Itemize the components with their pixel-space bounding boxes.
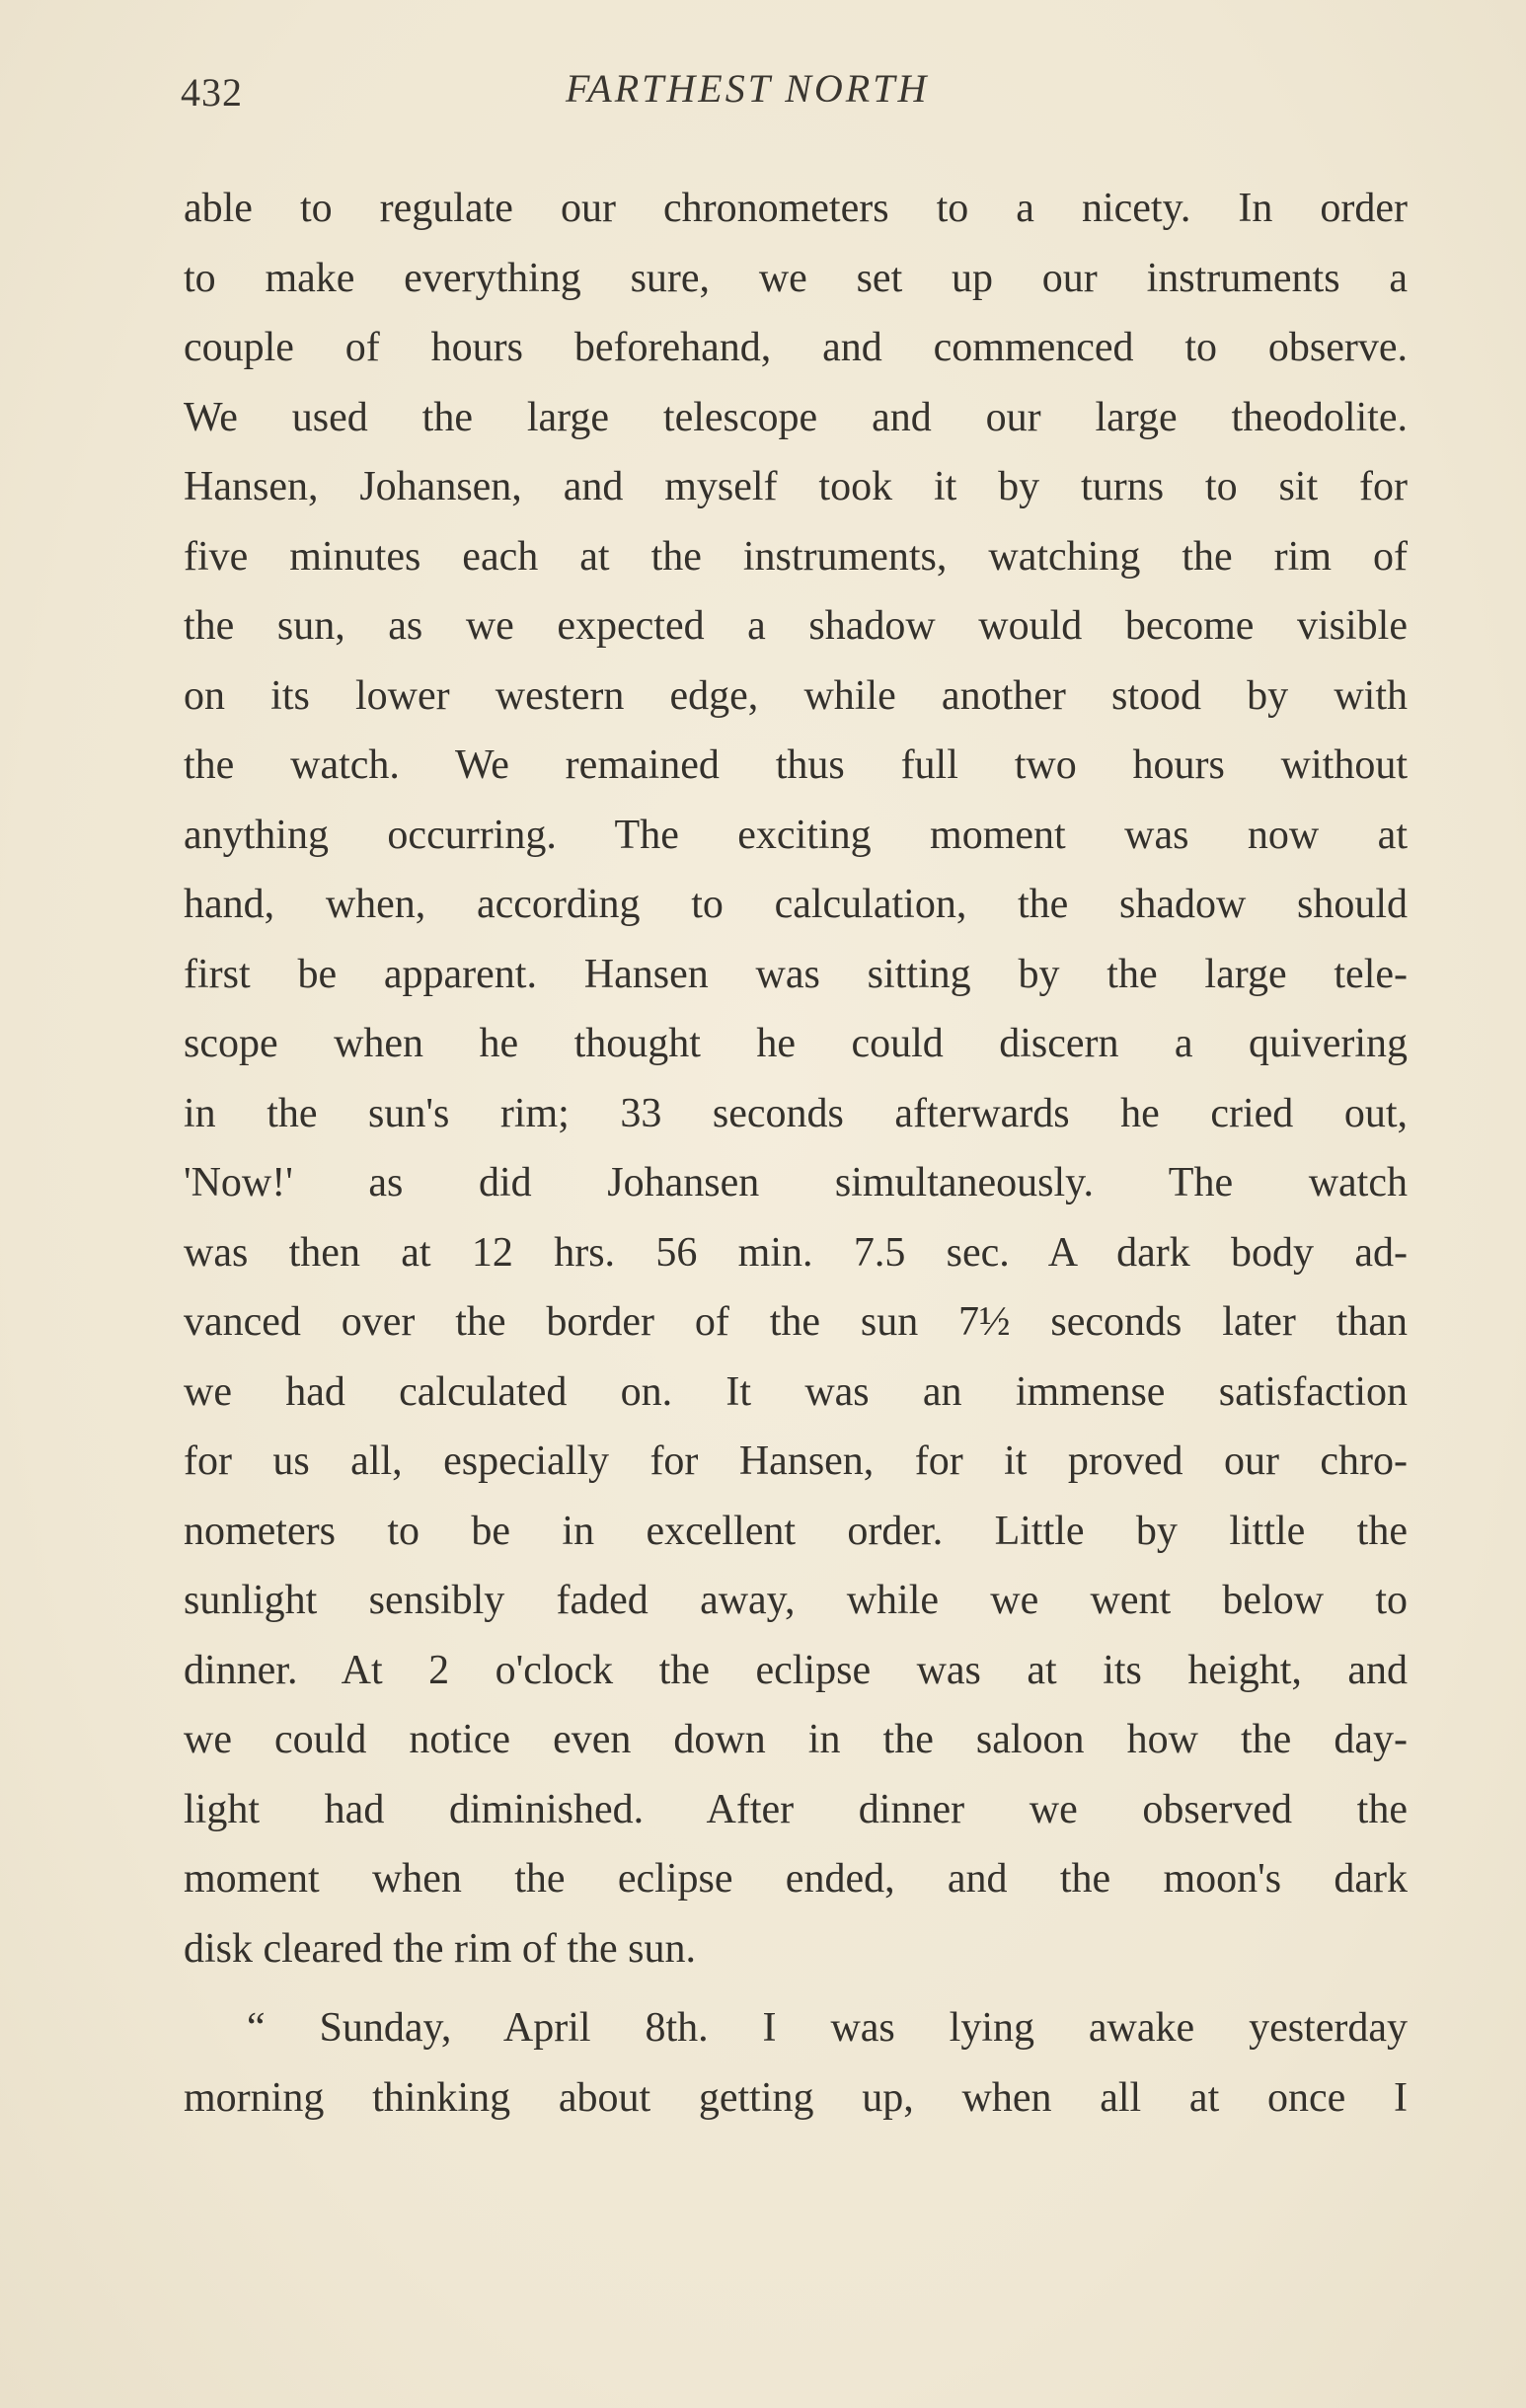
text-line: we could notice even down in the saloon how the day- [184, 1717, 1408, 1762]
text-line: light had diminished. After dinner we observed the [184, 1786, 1408, 1832]
text-line: was then at 12 hrs. 56 min. 7.5 sec. A dark body ad- [184, 1229, 1408, 1276]
text-line: for us all, especially for Hansen, for it proved our chro- [184, 1438, 1408, 1484]
text-line: we had calculated on. It was an immense satisfaction [184, 1368, 1408, 1415]
text-line: in the sun's rim; 33 seconds afterwards he cried out, [184, 1090, 1408, 1136]
text-line: “ Sunday, April 8th. I was lying awake yesterday [247, 2005, 1408, 2051]
text-line: anything occurring. The exciting moment was now at [184, 812, 1408, 858]
text-line: five minutes each at the instruments, watching the rim of [184, 533, 1408, 580]
text-line: able to regulate our chronometers to a nicety. In order [184, 186, 1408, 231]
text-line: vanced over the border of the sun 7½ seconds later than [184, 1299, 1408, 1345]
text-line: We used the large telescope and our large theodolite. [184, 394, 1408, 440]
text-line: hand, when, according to calculation, the shadow should [184, 882, 1408, 927]
text-line: the watch. We remained thus full two hours without [184, 742, 1408, 788]
text-line: to make everything sure, we set up our instruments a [184, 255, 1408, 301]
text-line: moment when the eclipse ended, and the moon's dark [184, 1856, 1408, 1902]
text-line: first be apparent. Hansen was sitting by the large tele- [184, 951, 1408, 997]
text-line: 'Now!' as did Johansen simultaneously. The watch [184, 1160, 1408, 1205]
running-title: FARTHEST NORTH [566, 66, 930, 111]
text-line: on its lower western edge, while another stood by with [184, 672, 1408, 719]
text-line: disk cleared the rim of the sun. [184, 1925, 697, 1972]
text-line: dinner. At 2 o'clock the eclipse was at its height, and [184, 1647, 1408, 1693]
body-text [184, 174, 1408, 2133]
text-line: Hansen, Johansen, and myself took it by turns to sit for [184, 464, 1408, 509]
text-line: morning thinking about getting up, when all at once I [184, 2074, 1408, 2121]
text-line: scope when he thought he could discern a quivering [184, 1021, 1408, 1066]
text-line: nometers to be in excellent order. Little by little the [184, 1508, 1408, 1554]
page-number: 432 [181, 70, 243, 115]
text-line: sunlight sensibly faded away, while we went below to [184, 1578, 1408, 1623]
paragraph-1 [184, 174, 1408, 1983]
text-line: the sun, as we expected a shadow would become visible [184, 603, 1408, 649]
paragraph-2 [184, 1993, 1408, 2133]
text-line: couple of hours beforehand, and commenced to observe. [184, 325, 1408, 370]
page-header [181, 61, 1405, 120]
